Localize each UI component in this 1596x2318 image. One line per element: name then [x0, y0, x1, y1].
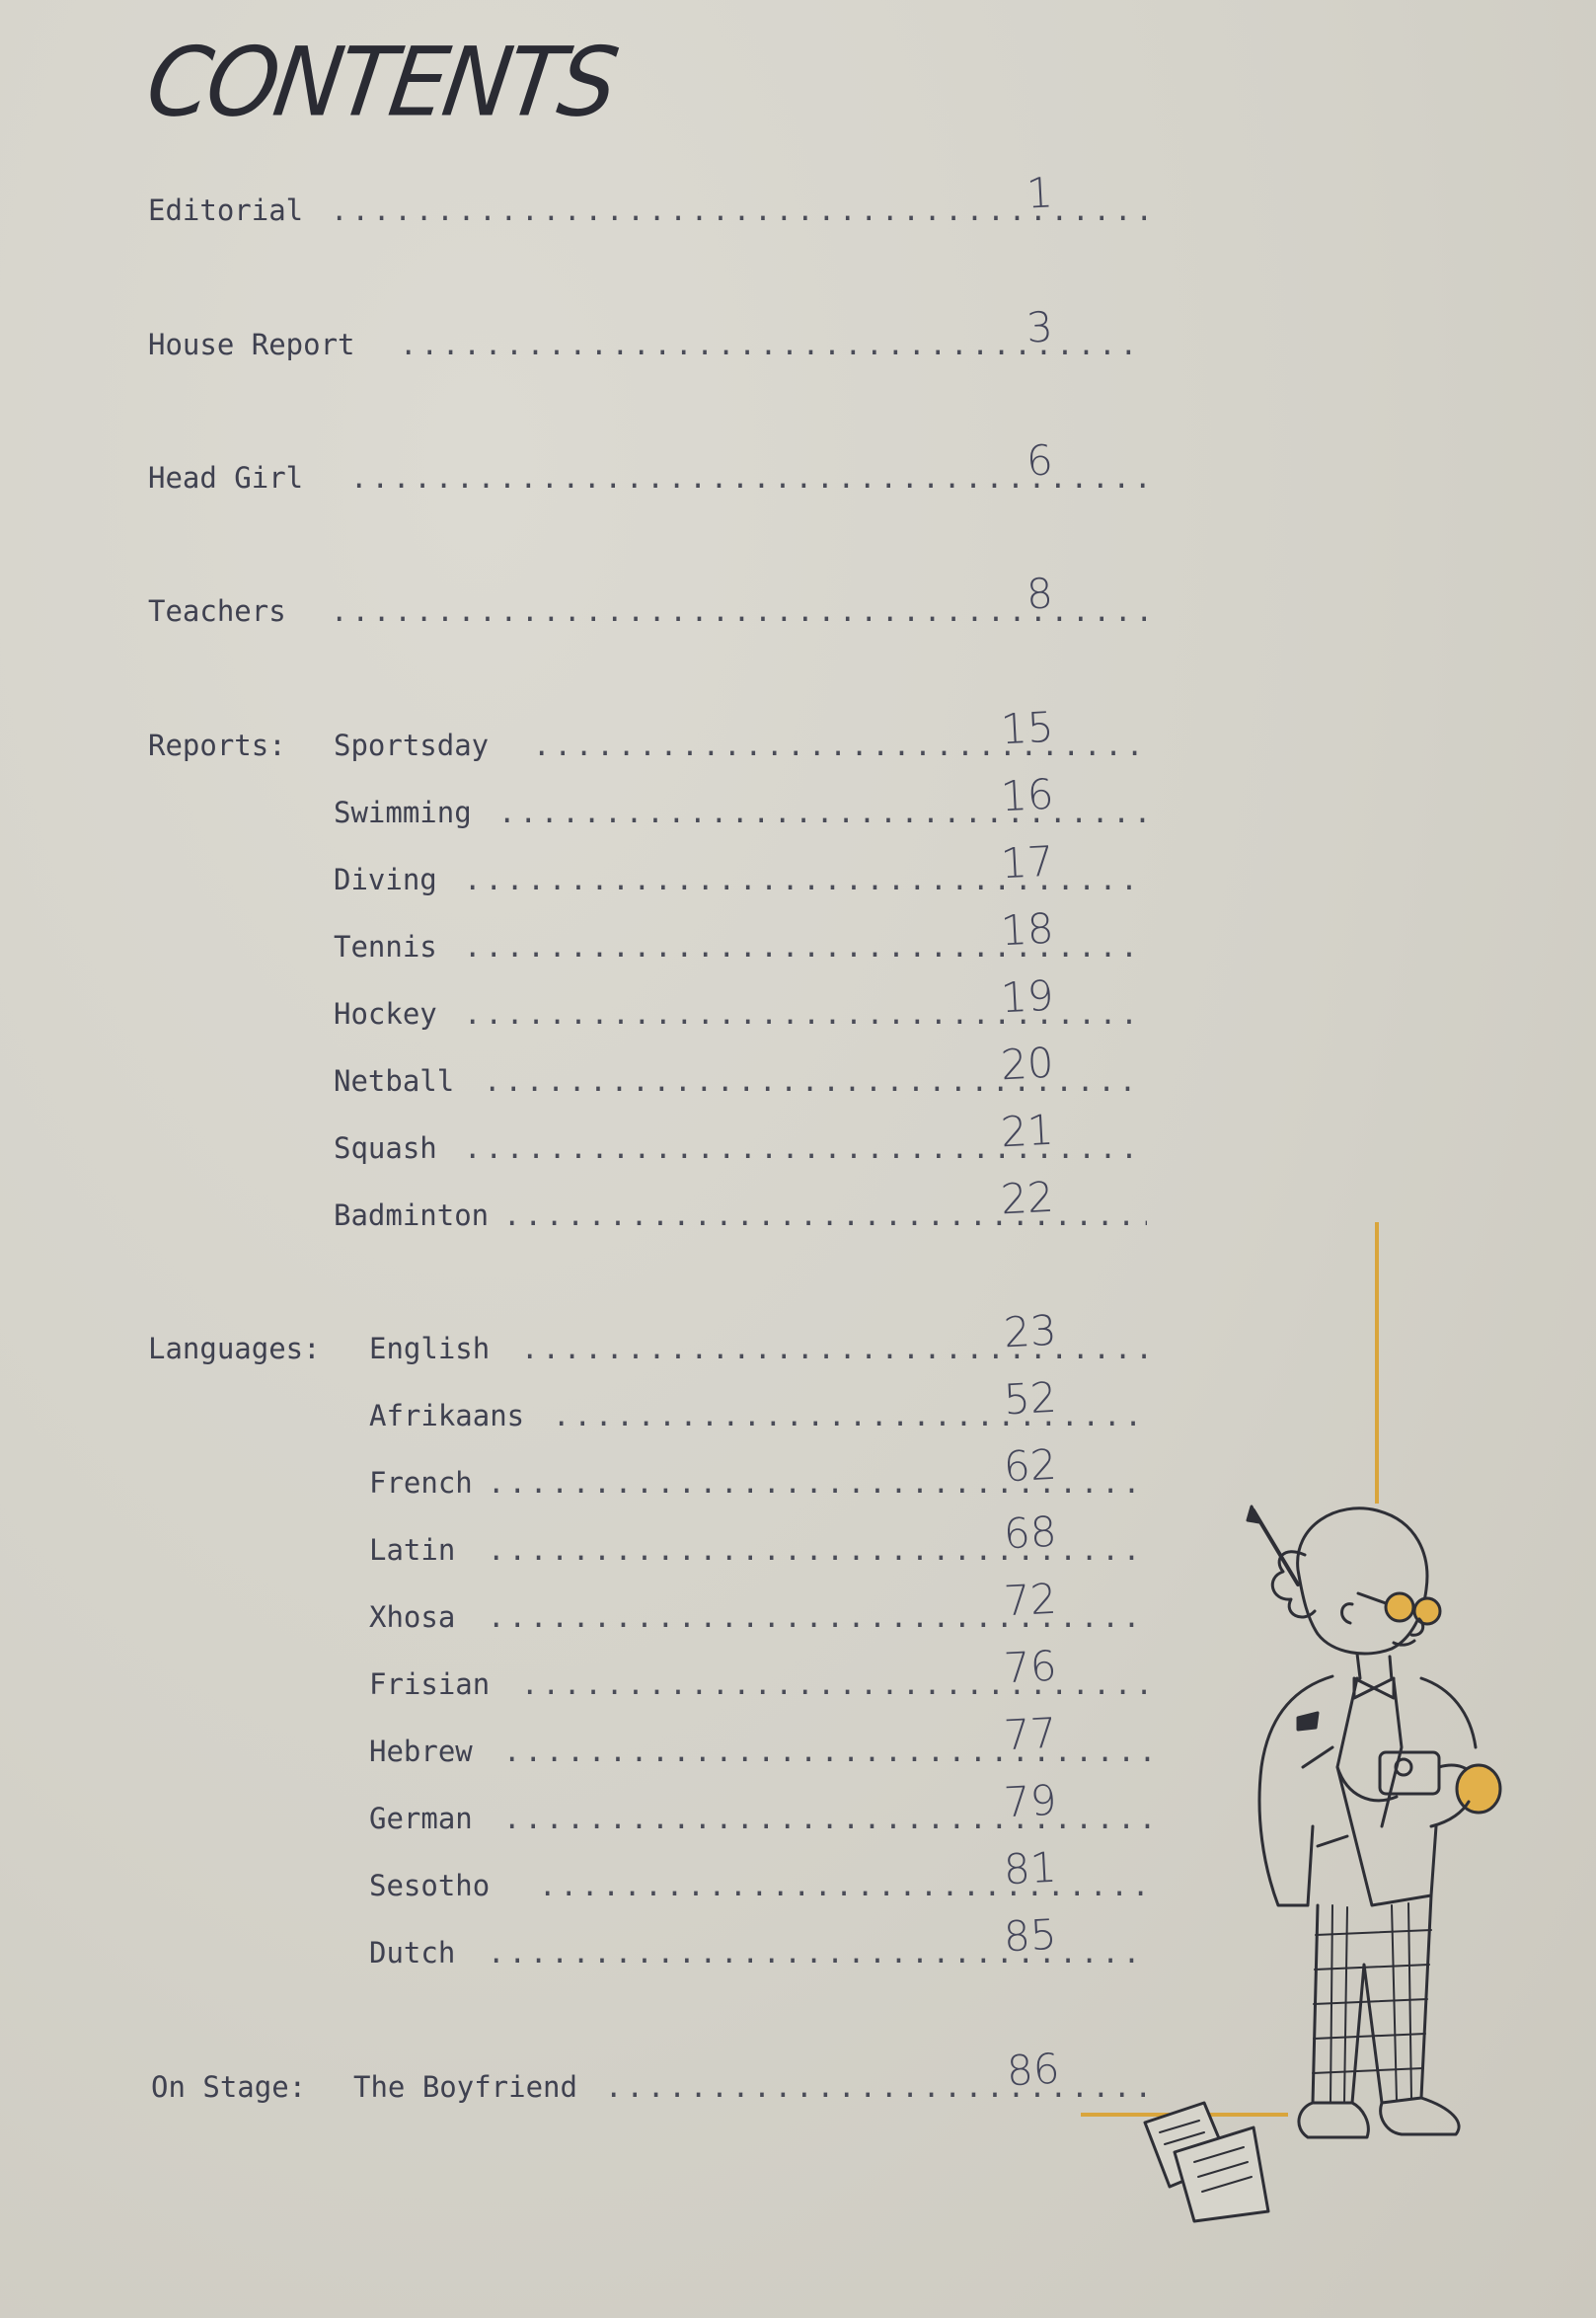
toc-entry-label: House Report — [148, 328, 355, 361]
toc-entry-label: Hockey — [334, 997, 437, 1031]
toc-entry[interactable] — [148, 1172, 1147, 1234]
page-title: CONTENTS — [140, 27, 622, 138]
toc-entry-label: Diving — [334, 863, 437, 896]
toc-entry-label: Squash — [334, 1131, 437, 1165]
toc-entry-label: Afrikaans — [369, 1399, 525, 1432]
dot-leader — [605, 2070, 1153, 2104]
toc-page-number: 72 — [1002, 1574, 1058, 1626]
toc-page-number: 19 — [999, 970, 1055, 1023]
toc-entry-label: German — [369, 1802, 473, 1835]
toc-entry[interactable] — [148, 970, 1147, 1033]
toc-entry-label: Hebrew — [369, 1735, 473, 1768]
toc-page-number: 20 — [999, 1038, 1055, 1090]
toc-page-number: 21 — [999, 1105, 1055, 1157]
toc-entry[interactable] — [148, 1775, 1150, 1837]
toc-entry[interactable] — [148, 1708, 1150, 1770]
toc-entry-label: Latin — [369, 1533, 456, 1567]
toc-entry-label: The Boyfriend — [353, 2070, 577, 2104]
toc-entry-label: Netball — [334, 1064, 455, 1098]
toc-entry-label: Editorial — [148, 193, 304, 227]
toc-entry[interactable] — [148, 1641, 1150, 1703]
toc-entry[interactable] — [148, 1507, 1150, 1569]
toc-entry-label: Tennis — [334, 930, 437, 964]
toc-entry[interactable] — [148, 1909, 1150, 1971]
dot-leader — [533, 729, 1147, 762]
toc-page-number: 17 — [999, 836, 1055, 889]
toc-page-number: 23 — [1002, 1305, 1058, 1357]
toc-entry-label: Xhosa — [369, 1600, 456, 1634]
toc-page-number: 52 — [1002, 1372, 1058, 1425]
toc-page-number: 8 — [1026, 569, 1055, 619]
toc-entry[interactable] — [148, 1372, 1150, 1434]
section-heading-on-stage: On Stage: — [151, 2070, 307, 2104]
toc-page-number: 6 — [1026, 435, 1055, 486]
dot-leader — [553, 1399, 1150, 1432]
toc-entry-label: Sesotho — [369, 1869, 491, 1902]
toc-entry[interactable] — [148, 302, 1147, 363]
toc-page-number: 62 — [1002, 1439, 1058, 1492]
dot-leader — [331, 594, 1147, 628]
section-heading-languages: Languages: — [148, 1332, 321, 1365]
dot-leader — [331, 193, 1147, 227]
toc-entry[interactable] — [148, 1842, 1150, 1904]
toc-entry-label: Badminton — [334, 1198, 490, 1232]
section-heading-reports: Reports: — [148, 729, 286, 762]
toc-entry[interactable] — [148, 168, 1147, 229]
toc-entry[interactable] — [148, 1439, 1150, 1502]
toc-page-number: 76 — [1002, 1641, 1058, 1693]
toc-entry[interactable] — [148, 435, 1147, 497]
toc-page-number: 77 — [1002, 1708, 1058, 1760]
toc-entry-label: Teachers — [148, 594, 286, 628]
toc-page-number: 22 — [999, 1172, 1055, 1224]
toc-entry-label: Dutch — [369, 1936, 456, 1970]
toc-entry-label: Swimming — [334, 796, 472, 829]
dot-leader — [539, 1869, 1150, 1902]
toc-entry[interactable] — [148, 903, 1147, 966]
toc-page-number: 85 — [1002, 1909, 1058, 1962]
toc-entry[interactable] — [148, 1305, 1150, 1367]
toc-entry[interactable] — [148, 1574, 1150, 1636]
toc-entry[interactable] — [148, 1105, 1147, 1167]
toc-entry[interactable] — [148, 702, 1147, 764]
toc-page-number: 3 — [1026, 302, 1055, 352]
toc-entry[interactable] — [148, 569, 1147, 630]
toc-entry[interactable] — [148, 769, 1147, 831]
toc-page-number: 68 — [1002, 1507, 1058, 1559]
toc-entry-label: Head Girl — [148, 461, 304, 495]
toc-page-number: 86 — [1005, 2044, 1061, 2096]
toc-page-number: 15 — [999, 702, 1055, 754]
toc-entry-label: Sportsday — [334, 729, 490, 762]
toc-entry-label: Frisian — [369, 1667, 491, 1701]
toc-entry[interactable] — [151, 2044, 1153, 2106]
toc-page-number: 81 — [1002, 1842, 1058, 1894]
toc-page-number: 16 — [999, 769, 1055, 821]
toc-page-number: 1 — [1026, 168, 1055, 218]
toc-entry-label: English — [369, 1332, 491, 1365]
toc-entry[interactable] — [148, 1038, 1147, 1100]
toc-page-number: 79 — [1002, 1775, 1058, 1827]
toc-entry[interactable] — [148, 836, 1147, 898]
toc-entry-label: French — [369, 1466, 473, 1500]
toc-page-number: 18 — [999, 903, 1055, 956]
cartoon-teacher-icon — [1135, 1214, 1510, 2231]
